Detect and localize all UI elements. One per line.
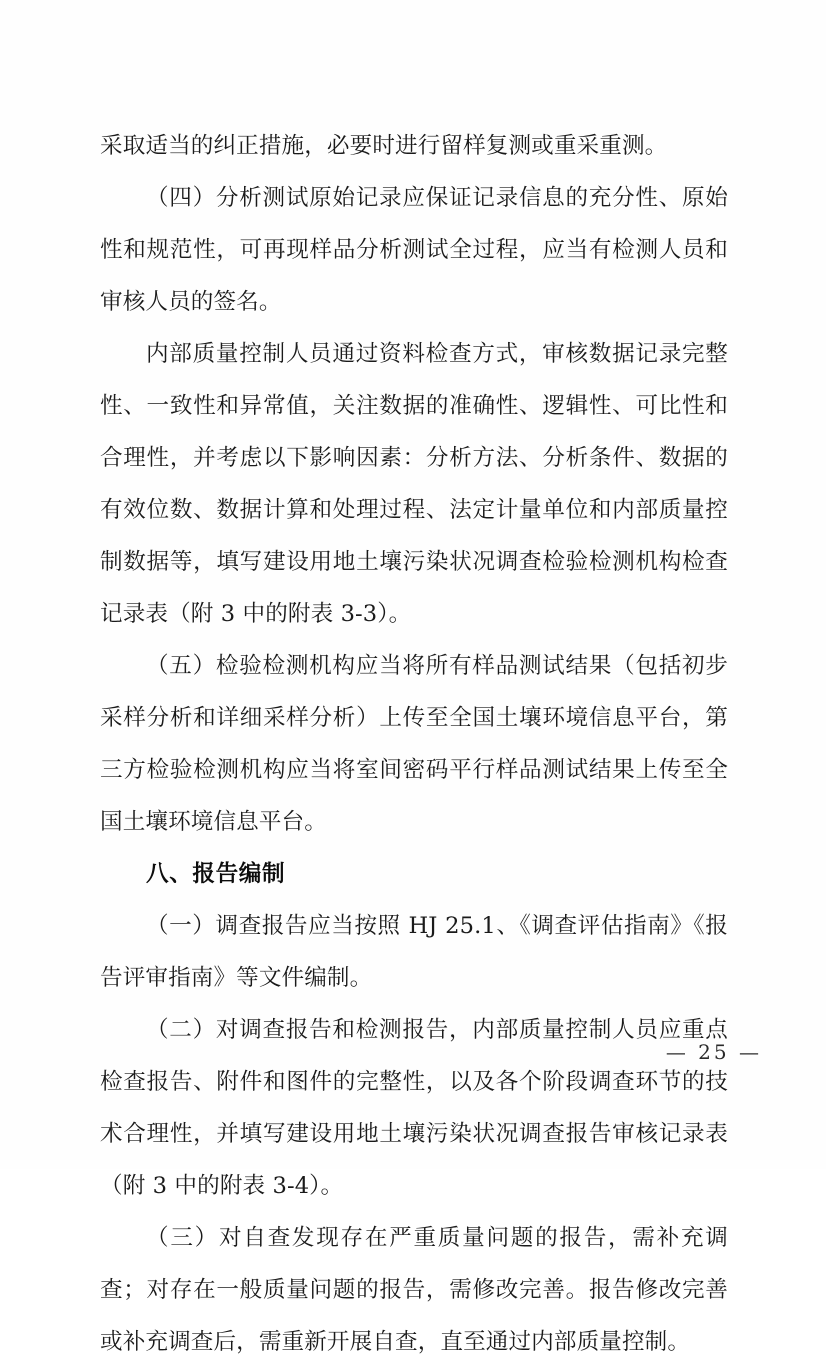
paragraph-item-three: （三）对自查发现存在严重质量问题的报告，需补充调查；对存在一般质量问题的报告，需修改完善。报告修改完善或补充调查后，需重新开展自查，直至通过内部质量控制。: [100, 1225, 728, 1355]
document-body: [100, 120, 728, 1368]
paragraph-item-one: （一）调查报告应当按照 HJ 25.1、《调查评估指南》《报告评审指南》等文件编制。: [100, 913, 728, 991]
paragraph-item-five: （五）检验检测机构应当将所有样品测试结果（包括初步采样分析和详细采样分析）上传至全国土壤环境信息平台，第三方检验检测机构应当将室间密码平行样品测试结果上传至全国土壤环境信息平台。: [100, 653, 728, 835]
paragraph-item-two: （二）对调查报告和检测报告，内部质量控制人员应重点检查报告、附件和图件的完整性，以及各个阶段调查环节的技术合理性，并填写建设用地土壤污染状况调查报告审核记录表（附 3 中的附表 3-4）。: [100, 1017, 728, 1199]
paragraph-continuation: 采取适当的纠正措施，必要时进行留样复测或重采重测。: [100, 133, 668, 159]
page-number: — 25 —: [665, 1040, 762, 1064]
paragraph-item-four: （四）分析测试原始记录应保证记录信息的充分性、原始性和规范性，可再现样品分析测试全过程，应当有检测人员和审核人员的签名。: [100, 185, 728, 315]
section-heading-report-compilation: 八、报告编制: [146, 861, 286, 887]
paragraph-internal-quality-control: 内部质量控制人员通过资料检查方式，审核数据记录完整性、一致性和异常值，关注数据的准确性、逻辑性、可比性和合理性，并考虑以下影响因素：分析方法、分析条件、数据的有效位数、数据计算和处理过程、法定计量单位和内部质量控制数据等，填写建设用地土壤污染状况调查检验检测机构检查记录表（附 3 中的附表 3-3）。: [100, 341, 728, 627]
